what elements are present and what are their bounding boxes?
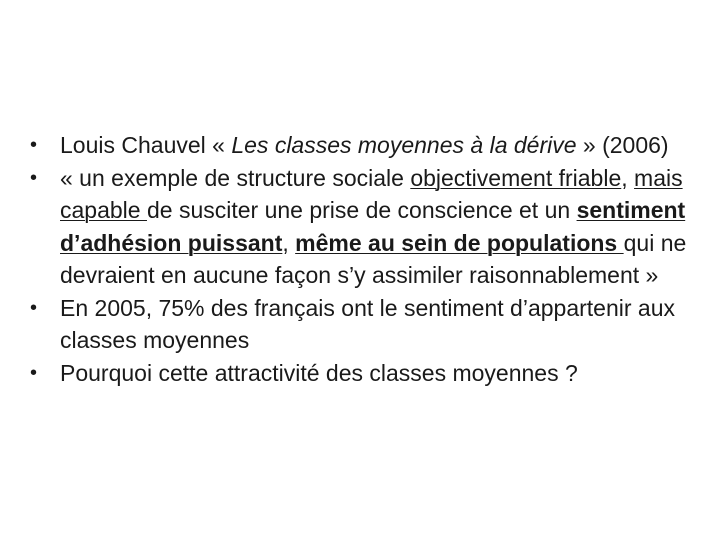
quote-text: , — [621, 164, 635, 191]
book-title: Les classes moyennes à la dérive — [231, 132, 577, 158]
bullet-marker: • — [30, 134, 38, 156]
bullet-text — [60, 132, 669, 158]
quote-text: qui ne devraient en aucune façon s’y assimiler raisonnablement » — [60, 229, 687, 288]
bullet-text: En 2005, 75% des français ont le sentiment d’appartenir aux classes moyennes — [60, 294, 675, 353]
quote-text: , — [282, 229, 296, 256]
underlined-phrase: objectivement friable — [410, 164, 622, 191]
publication-year: » (2006) — [576, 132, 669, 158]
bullet-item-question — [30, 357, 690, 390]
bullet-marker: • — [30, 361, 38, 384]
emphasized-phrase: sentiment d’adhésion puissant — [60, 197, 686, 256]
bullet-item-quote — [30, 162, 690, 292]
quote-text: de susciter une prise de conscience et un — [146, 197, 577, 223]
bullet-marker: • — [30, 296, 38, 319]
emphasized-phrase: même au sein de populations — [295, 229, 624, 256]
bullet-list — [30, 129, 690, 389]
bullet-marker: • — [30, 166, 38, 189]
quote-text: « un exemple de structure sociale — [60, 164, 411, 191]
bullet-text — [60, 165, 686, 289]
bullet-item-statistic — [30, 292, 690, 357]
author-reference: Louis Chauvel « — [60, 132, 232, 158]
bullet-text: Pourquoi cette attractivité des classes moyennes ? — [60, 359, 578, 386]
bullet-item-chauvel — [30, 129, 690, 162]
underlined-phrase: mais capable — [60, 164, 683, 223]
